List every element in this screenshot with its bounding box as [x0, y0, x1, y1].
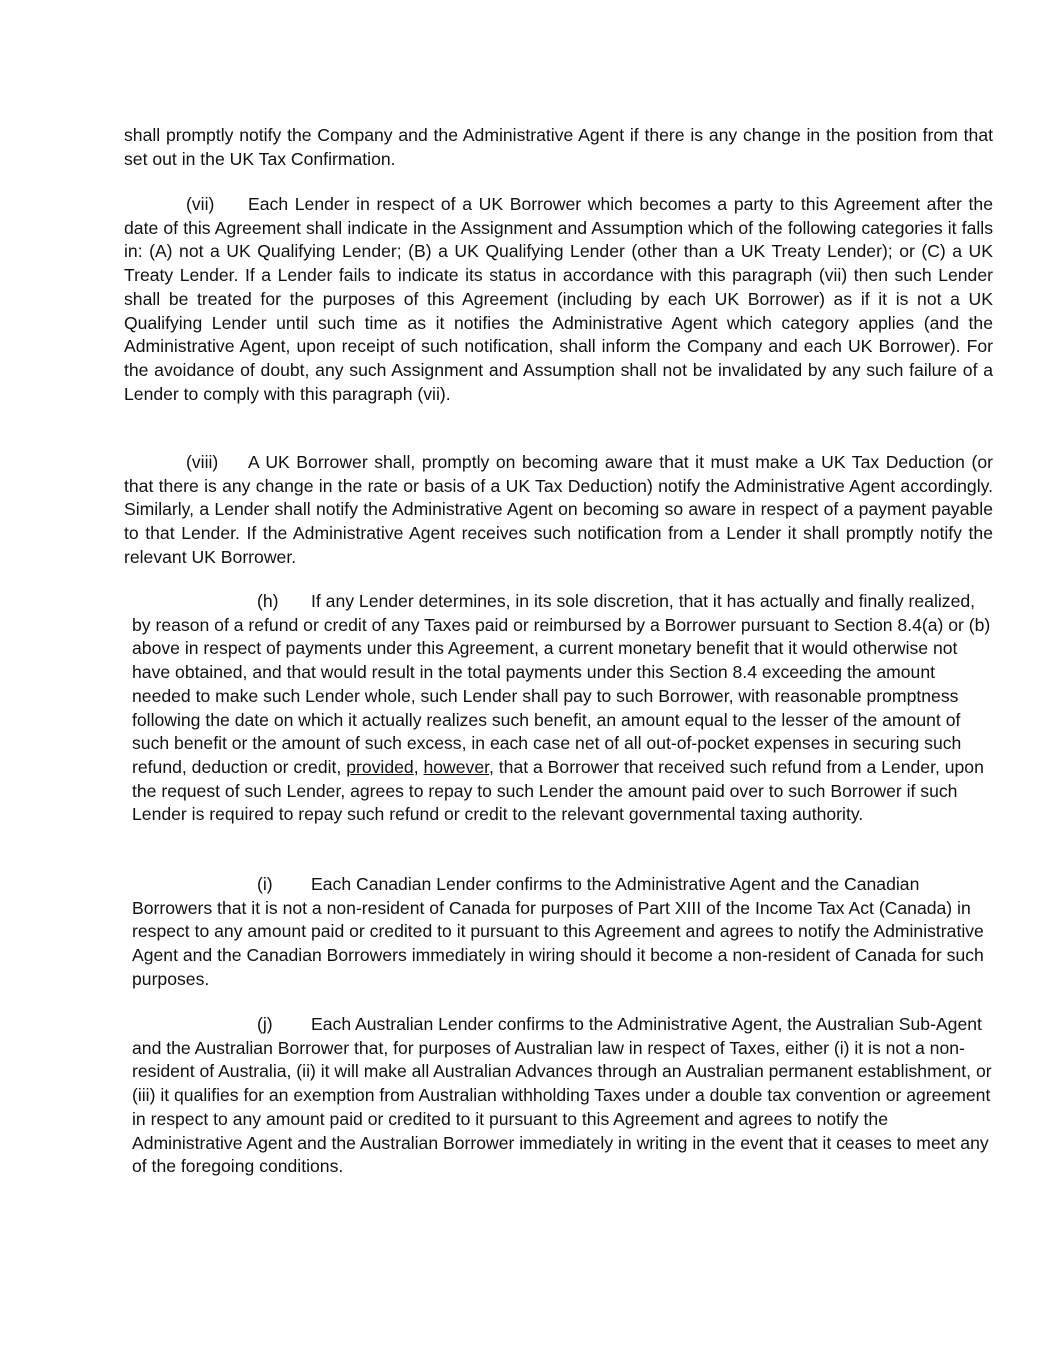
paragraph-label: (viii)	[186, 452, 219, 472]
paragraph-label: (j)	[257, 1014, 273, 1034]
paragraph-j	[132, 1013, 994, 1179]
paragraph-text: shall promptly notify the Company and the Administrative Agent if there is any change in the position from that set out in the UK Tax Confirmation.	[124, 125, 993, 169]
paragraph-text-after: , that a Borrower that received such refund from a Lender, upon the request of such Lender, agrees to repay to such Lender the amount paid over to such Borrower if such Lender is required to repay such refund or credit to the relevant governmental taxing authority.	[132, 756, 984, 825]
paragraph-text: Each Lender in respect of a UK Borrower which becomes a party to this Agreement after the date of this Agreement shall indicate in the Assignment and Assumption which of the following categories it falls in: (A) not a UK Qualifying Lender; (B) a UK Qualifying Lender (other than a UK Treaty Lender); or (C) a UK Treaty Lender. If a Lender fails to indicate its status in accordance with this paragraph (vii) then such Lender shall be treated for the purposes of this Agreement (including by each UK Borrower) as if it is not a UK Qualifying Lender until such time as it notifies the Administrative Agent which category applies (and the Administrative Agent, upon receipt of such notification, shall inform the Company and each UK Borrower). For the avoidance of doubt, any such Assignment and Assumption shall not be invalidated by any such failure of a Lender to comply with this paragraph (vii).	[124, 194, 993, 404]
paragraph-text: Each Australian Lender confirms to the Administrative Agent, the Australian Sub-Agent and the Australian Borrower that, for purposes of Australian law in respect of Taxes, either (i) it is not a non-resident of Australia, (ii) it will make all Australian Advances through an Australian permanent establishment, or (iii) it qualifies for an exemption from Australian withholding Taxes under a double tax convention or agreement in respect to any amount paid or credited to it pursuant to this Agreement and agrees to notify the Administrative Agent and the Australian Borrower immediately in writing in the event that it ceases to meet any of the foregoing conditions.	[132, 1014, 992, 1177]
paragraph-label: (vii)	[186, 194, 215, 214]
paragraph-label: (i)	[257, 874, 273, 894]
paragraph-text: A UK Borrower shall, promptly on becoming aware that it must make a UK Tax Deduction (or that there is any change in the rate or basis of a UK Tax Deduction) notify the Administrative Agent accordingly. Similarly, a Lender shall notify the Administrative Agent on becoming so aware in respect of a payment payable to that Lender. If the Administrative Agent receives such notification from a Lender it shall promptly notify the relevant UK Borrower.	[124, 452, 993, 567]
paragraph-i	[132, 873, 994, 992]
underlined-term-provided: provided	[346, 756, 414, 777]
paragraph-text: Each Canadian Lender confirms to the Administrative Agent and the Canadian Borrowers that it is not a non-resident of Canada for purposes of Part XIII of the Income Tax Act (Canada) in respect to any amount paid or credited to it pursuant to this Agreement and agrees to notify the Administrative Agent and the Canadian Borrowers immediately in wiring should it become a non-resident of Canada for such purposes.	[132, 874, 984, 989]
paragraph-h	[132, 590, 994, 827]
paragraph-separator: ,	[413, 756, 419, 777]
underlined-term-however: however	[423, 756, 489, 777]
paragraph-viii	[124, 451, 993, 570]
paragraph-continuation	[124, 124, 993, 171]
paragraph-label: (h)	[257, 591, 279, 611]
paragraph-text: If any Lender determines, in its sole discretion, that it has actually and finally realized, by reason of a refund or credit of any Taxes paid or reimbursed by a Borrower pursuant to Section 8.4(a) or (b) above in respect of payments under this Agreement, a current monetary benefit that it would otherwise not have obtained, and that would result in the total payments under this Section 8.4 exceeding the amount needed to make such Lender whole, such Lender shall pay to such Borrower, with reasonable promptness following the date on which it actually realizes such benefit, an amount equal to the lesser of the amount of such benefit or the amount of such excess, in each case net of all out-of-pocket expenses in securing such refund, deduction or credit,	[132, 591, 991, 777]
paragraph-vii	[124, 193, 993, 406]
